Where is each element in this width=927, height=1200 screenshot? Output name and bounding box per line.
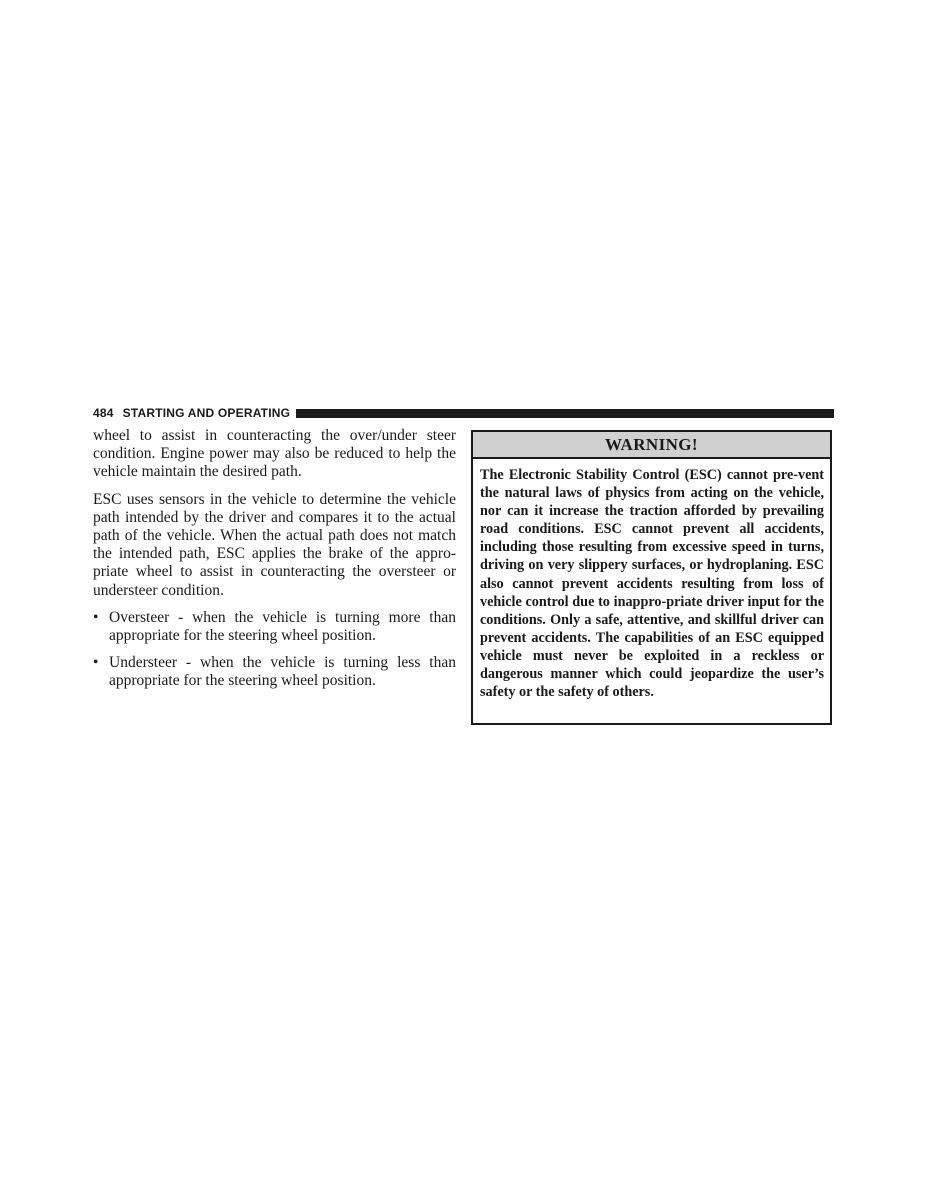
list-item-text: Understeer - when the vehicle is turning less than appropriate for the steering wheel position. [109,654,456,690]
page-header [93,405,834,421]
list-item-oversteer [93,609,456,645]
bullet-icon: • [93,608,99,626]
header-rule [296,409,834,418]
page-number: 484 [93,406,114,420]
left-column [93,427,456,700]
list-item-understeer [93,654,456,690]
section-title: STARTING AND OPERATING [122,406,291,420]
paragraph-continuation: wheel to assist in counteracting the over/under steer condition. Engine power may also be reduced to help the vehicle maintain the desired path. [93,427,456,481]
bullet-icon: • [93,654,99,672]
warning-text: The Electronic Stability Control (ESC) cannot pre-vent the natural laws of physics from acting on the vehicle, nor can it increase the traction afforded by prevailing road conditions. ESC cannot prevent all accidents, including those resulting from excessive speed in turns, driving on very slippery surfaces, or hydroplaning. ESC also cannot prevent accidents resulting from loss of vehicle control due to inappro-priate driver input for the conditions. Only a safe, attentive, and skillful driver can prevent accidents. The capabilities of an ESC equipped vehicle must never be exploited in a reckless or dangerous manner which could jeopardize the user’s safety or the safety of others. [480,467,824,701]
warning-box [471,430,832,725]
paragraph-esc-sensors: ESC uses sensors in the vehicle to determine the vehicle path intended by the driver and compares it to the actual path of the vehicle. When the actual path does not match the intended path, ESC applies the brake of the appro-priate wheel to assist in counteracting the oversteer or understeer condition. [93,490,456,599]
list-item-text: Oversteer - when the vehicle is turning more than appropriate for the steering wheel position. [109,608,456,645]
bullet-list [93,609,456,691]
warning-title: WARNING! [473,432,830,459]
